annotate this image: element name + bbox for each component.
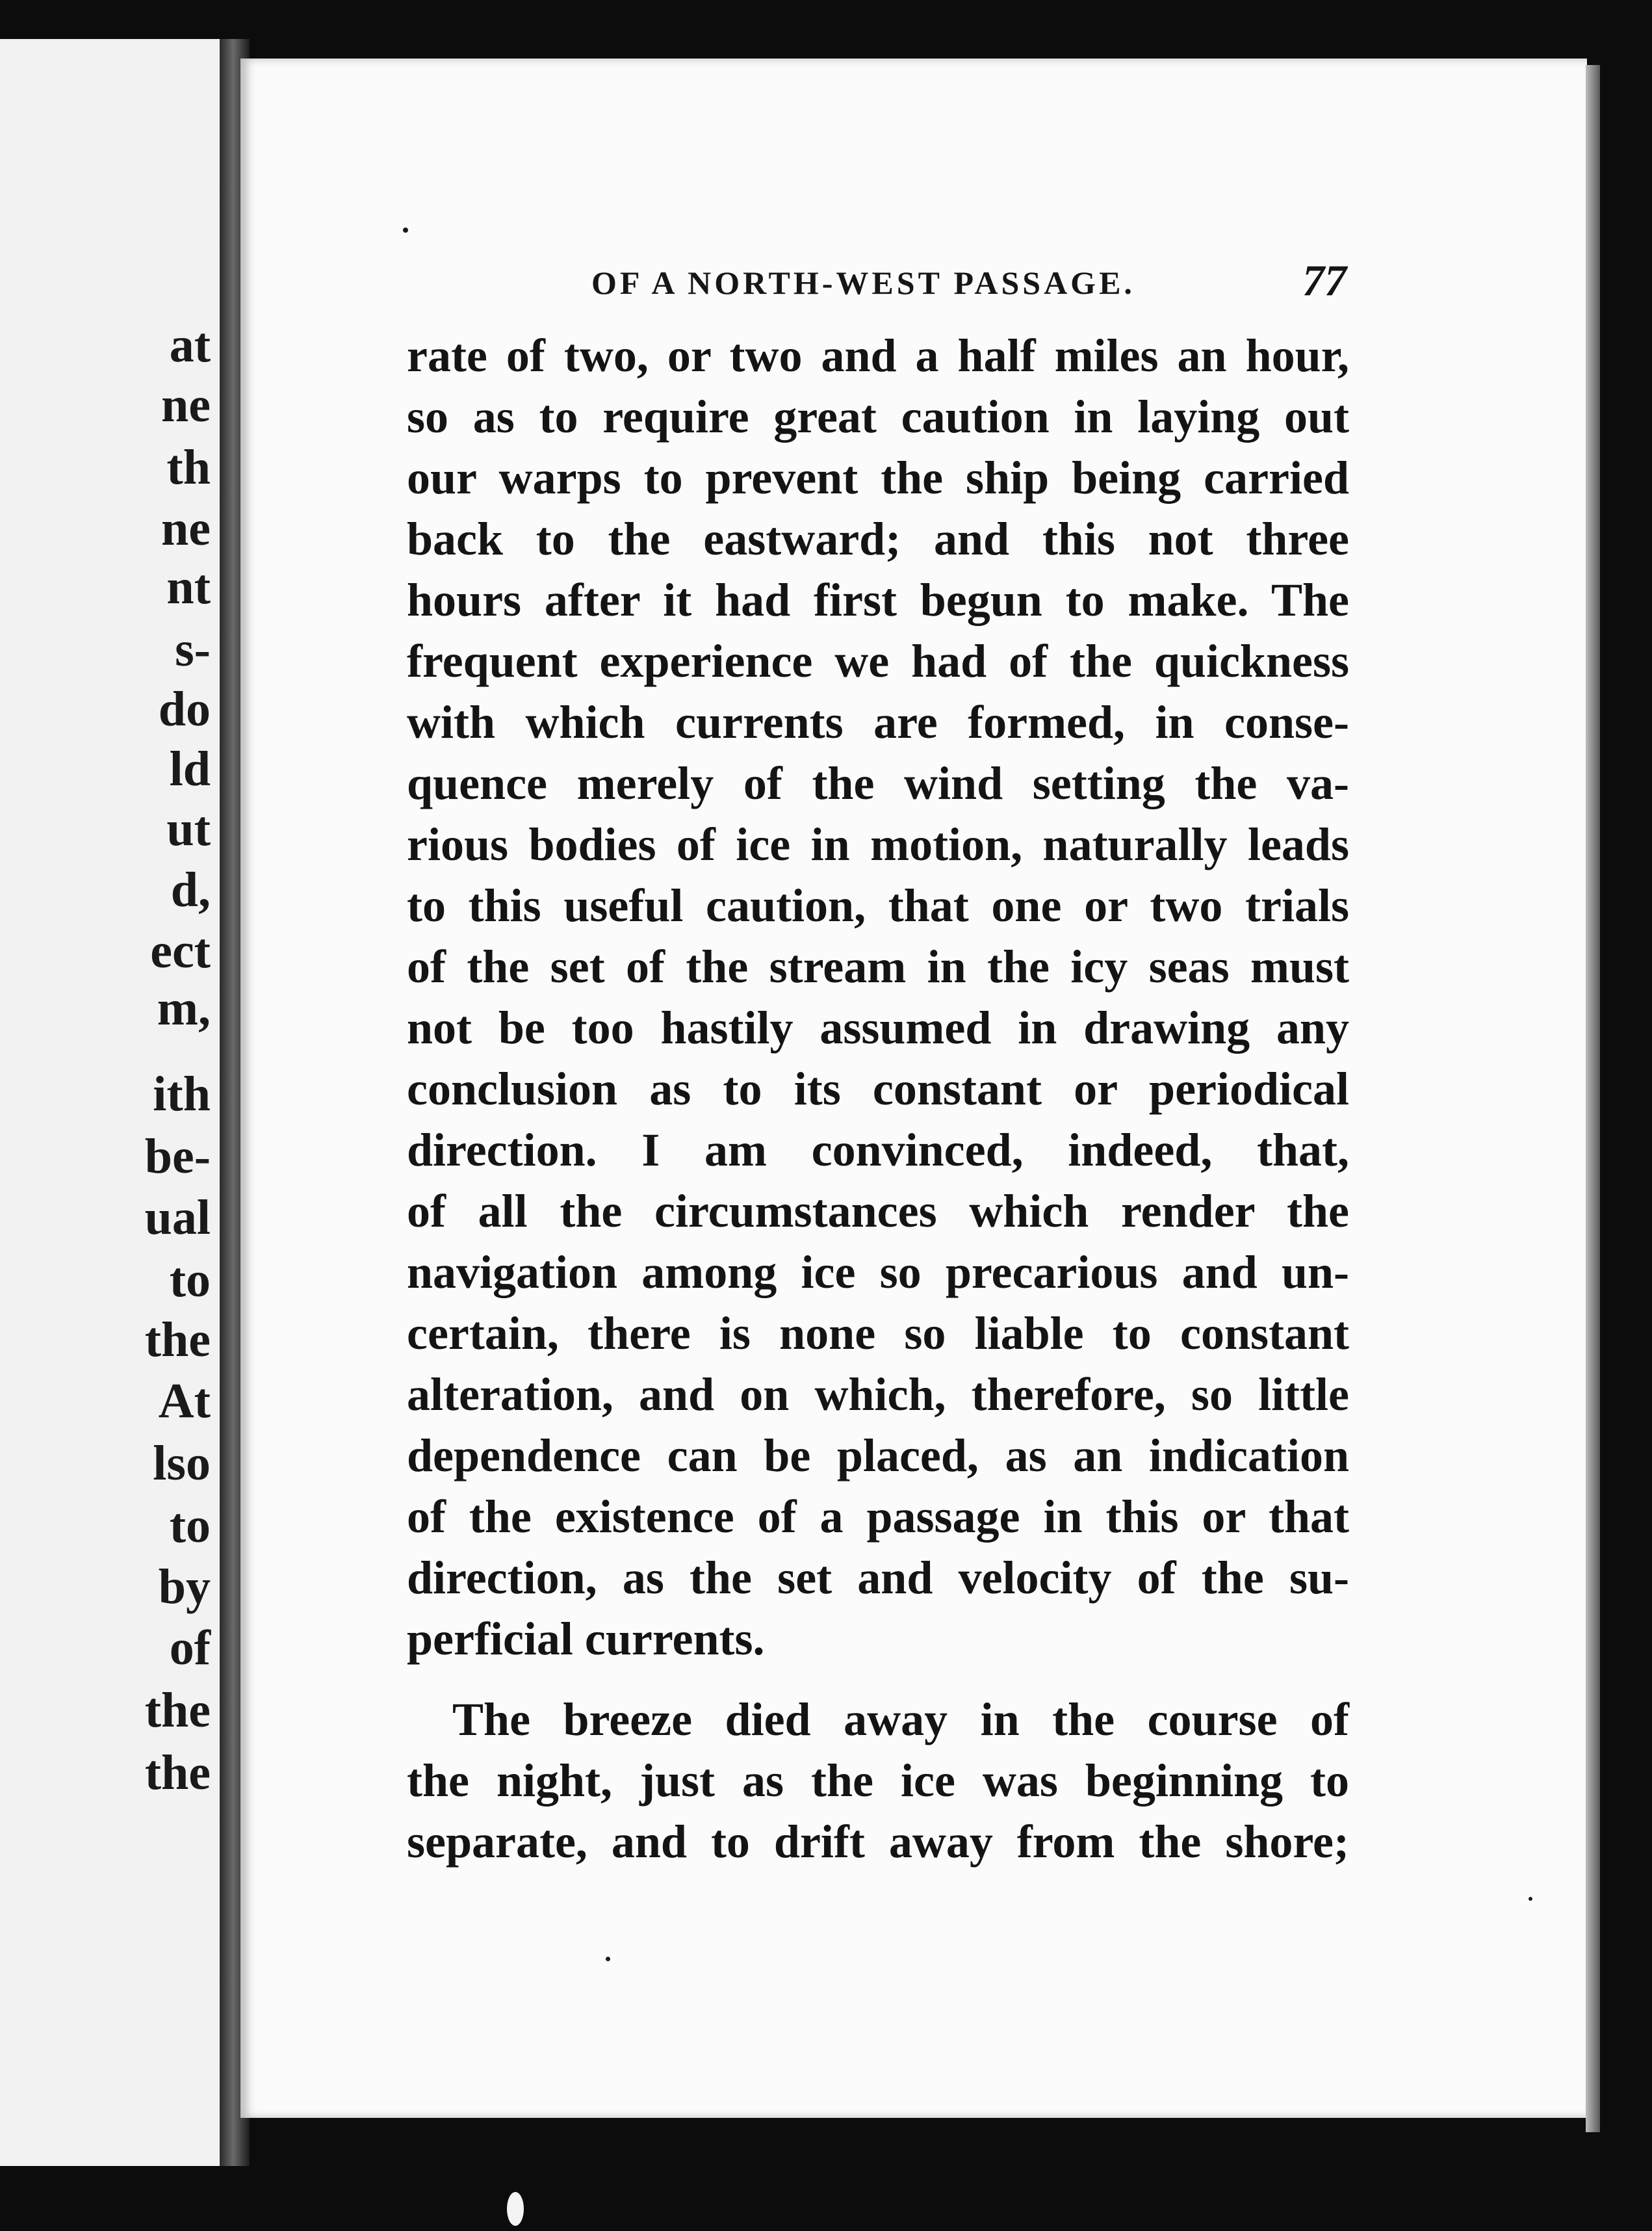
facing-page-line: be- — [144, 1129, 211, 1184]
body-text — [407, 325, 1349, 1872]
facing-page-line: th — [166, 440, 211, 495]
facing-page-line: of — [169, 1621, 211, 1675]
text-line: of the existence of a passage in this or that — [407, 1491, 1349, 1543]
text-line: navigation among ice so precarious and un- — [407, 1246, 1349, 1298]
paragraph-break — [407, 1669, 1349, 1689]
facing-page-line: the — [144, 1745, 211, 1800]
facing-page — [0, 39, 225, 2166]
text-line: with which currents are formed, in conse- — [407, 696, 1349, 748]
text-line: conclusion as to its constant or periodical — [407, 1063, 1349, 1115]
facing-page-line: ect — [150, 924, 211, 978]
facing-page-line: by — [158, 1559, 211, 1614]
text-line: frequent experience we had of the quickness — [407, 635, 1349, 687]
text-line: The breeze died away in the course of — [452, 1693, 1349, 1745]
text-line: perficial currents. — [407, 1613, 765, 1665]
facing-page-line: to — [169, 1253, 211, 1307]
text-line: quence merely of the wind setting the va- — [407, 757, 1349, 809]
facing-page-line: ld — [169, 742, 211, 796]
facing-page-line: at — [169, 318, 211, 372]
facing-page-line: ut — [166, 802, 211, 856]
facing-page-line: the — [144, 1312, 211, 1367]
text-line: rious bodies of ice in motion, naturally leads — [407, 818, 1349, 870]
ink-speck — [403, 228, 408, 233]
text-line: of all the circumstances which render the — [407, 1185, 1349, 1237]
page-blemish — [507, 2192, 524, 2226]
facing-page-line: s- — [175, 622, 211, 677]
text-line: direction, as the set and velocity of the su- — [407, 1552, 1349, 1604]
facing-page-line: lso — [153, 1436, 211, 1491]
facing-page-line: At — [158, 1374, 211, 1428]
facing-page-line: ne — [161, 378, 211, 432]
facing-page-line: d, — [170, 863, 211, 917]
ink-speck — [606, 1957, 610, 1961]
text-line: dependence can be placed, as an indication — [407, 1429, 1349, 1481]
text-line: rate of two, or two and a half miles an hour, — [407, 330, 1349, 382]
text-line: of the set of the stream in the icy seas must — [407, 941, 1349, 993]
page-edge — [1586, 65, 1600, 2132]
text-line: to this useful caution, that one or two trials — [407, 880, 1349, 932]
text-line: our warps to prevent the ship being carried — [407, 452, 1349, 504]
facing-page-line: to — [169, 1498, 211, 1553]
facing-page-line: ith — [153, 1067, 211, 1121]
text-line: alteration, and on which, therefore, so little — [407, 1368, 1349, 1420]
text-line: certain, there is none so liable to constant — [407, 1307, 1349, 1359]
facing-page-line: ual — [144, 1190, 211, 1245]
facing-page-line: m, — [157, 981, 211, 1036]
text-line: not be too hastily assumed in drawing any — [407, 1002, 1349, 1054]
text-line: direction. I am convinced, indeed, that, — [407, 1124, 1349, 1176]
facing-page-line: nt — [166, 560, 211, 614]
text-line: hours after it had first begun to make. The — [407, 574, 1349, 626]
facing-page-line: do — [158, 682, 211, 737]
text-line: the night, just as the ice was beginning to — [407, 1755, 1349, 1807]
text-line: back to the eastward; and this not three — [407, 513, 1349, 565]
facing-page-line: ne — [161, 501, 211, 556]
running-head: OF A NORTH-WEST PASSAGE. — [591, 265, 1135, 301]
text-line: so as to require great caution in laying out — [407, 391, 1349, 443]
text-line: separate, and to drift away from the shore; — [407, 1816, 1349, 1868]
page-number: 77 — [1302, 255, 1347, 305]
ink-speck — [1529, 1897, 1532, 1901]
facing-page-line: the — [144, 1683, 211, 1738]
